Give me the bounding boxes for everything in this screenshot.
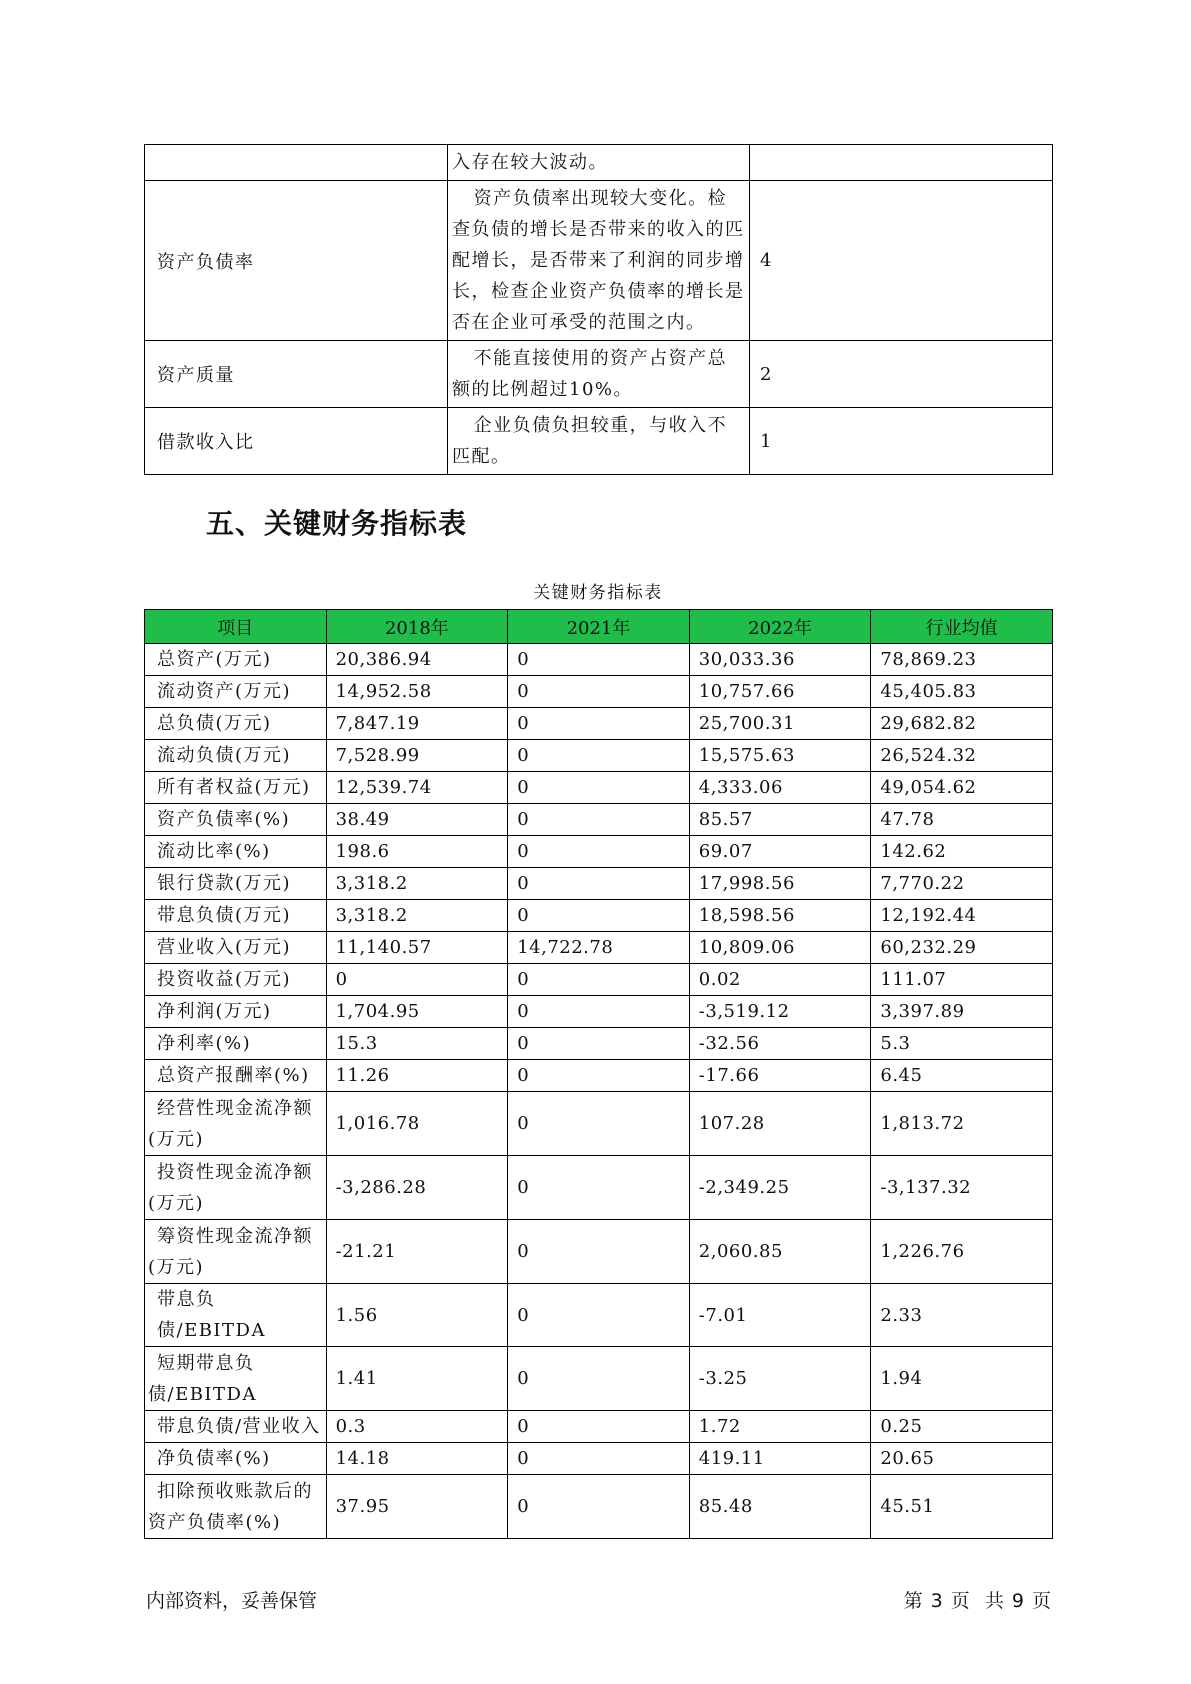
table-row bbox=[145, 1411, 1053, 1443]
table-row bbox=[145, 836, 1053, 868]
indicator-label-cell: 总负债(万元) bbox=[145, 708, 327, 740]
indicator-value-cell: 0 bbox=[508, 1060, 690, 1092]
indicator-value-cell: 49,054.62 bbox=[871, 772, 1053, 804]
column-header: 行业均值 bbox=[871, 610, 1053, 644]
table-row bbox=[145, 868, 1053, 900]
table-row bbox=[145, 1443, 1053, 1475]
indicator-value-cell: 17,998.56 bbox=[689, 868, 871, 900]
indicator-value-cell: 1,704.95 bbox=[326, 996, 508, 1028]
indicator-value-cell: 20,386.94 bbox=[326, 644, 508, 676]
indicator-value-cell: 7,528.99 bbox=[326, 740, 508, 772]
indicator-label-cell: 流动比率(%) bbox=[145, 836, 327, 868]
footer-confidential-note: 内部资料，妥善保管 bbox=[146, 1590, 318, 1612]
table-row bbox=[145, 1284, 1053, 1347]
indicator-value-cell: 26,524.32 bbox=[871, 740, 1053, 772]
indicator-value-cell: 14.18 bbox=[326, 1443, 508, 1475]
indicator-value-cell: 78,869.23 bbox=[871, 644, 1053, 676]
indicator-value-cell: 45.51 bbox=[871, 1475, 1053, 1539]
indicator-value-cell: 7,770.22 bbox=[871, 868, 1053, 900]
table-row bbox=[145, 181, 1053, 341]
table-row bbox=[145, 740, 1053, 772]
indicator-value-cell: 0 bbox=[508, 900, 690, 932]
table-row bbox=[145, 1475, 1053, 1539]
indicator-label-cell: 带息负债/EBITDA bbox=[145, 1284, 327, 1347]
indicator-value-cell: 0.3 bbox=[326, 1411, 508, 1443]
indicator-label-cell: 筹资性现金流净额(万元) bbox=[145, 1220, 327, 1284]
indicator-value-cell: 0 bbox=[326, 964, 508, 996]
indicator-value-cell: 45,405.83 bbox=[871, 676, 1053, 708]
table-row bbox=[145, 804, 1053, 836]
risk-name-cell: 资产质量 bbox=[145, 341, 448, 408]
financial-table-body bbox=[145, 644, 1053, 1539]
table-row bbox=[145, 145, 1053, 181]
indicator-value-cell: 0 bbox=[508, 1411, 690, 1443]
indicator-value-cell: 0 bbox=[508, 1092, 690, 1156]
risk-name-cell bbox=[145, 145, 448, 181]
indicator-value-cell: 111.07 bbox=[871, 964, 1053, 996]
indicator-value-cell: 1.41 bbox=[326, 1347, 508, 1411]
indicator-label-cell: 总资产报酬率(%) bbox=[145, 1060, 327, 1092]
indicator-value-cell: 1,226.76 bbox=[871, 1220, 1053, 1284]
indicator-value-cell: 85.57 bbox=[689, 804, 871, 836]
indicator-value-cell: 7,847.19 bbox=[326, 708, 508, 740]
indicator-value-cell: -3,137.32 bbox=[871, 1156, 1053, 1220]
indicator-value-cell: 4,333.06 bbox=[689, 772, 871, 804]
indicator-value-cell: 1,016.78 bbox=[326, 1092, 508, 1156]
risk-name-cell: 借款收入比 bbox=[145, 408, 448, 475]
indicator-value-cell: 0 bbox=[508, 868, 690, 900]
risk-desc-cell: 企业负债负担较重，与收入不匹配。 bbox=[448, 408, 750, 475]
indicator-label-cell: 净利率(%) bbox=[145, 1028, 327, 1060]
indicator-value-cell: 25,700.31 bbox=[689, 708, 871, 740]
indicator-value-cell: 15.3 bbox=[326, 1028, 508, 1060]
indicator-label-cell: 带息负债(万元) bbox=[145, 900, 327, 932]
indicator-value-cell: 142.62 bbox=[871, 836, 1053, 868]
indicator-value-cell: -32.56 bbox=[689, 1028, 871, 1060]
indicator-value-cell: -3.25 bbox=[689, 1347, 871, 1411]
indicator-value-cell: 5.3 bbox=[871, 1028, 1053, 1060]
indicator-value-cell: 0 bbox=[508, 772, 690, 804]
table-row bbox=[145, 708, 1053, 740]
indicator-label-cell: 净利润(万元) bbox=[145, 996, 327, 1028]
indicator-label-cell: 流动资产(万元) bbox=[145, 676, 327, 708]
indicator-value-cell: 0 bbox=[508, 804, 690, 836]
table-row bbox=[145, 964, 1053, 996]
table-row bbox=[145, 1028, 1053, 1060]
column-header: 2018年 bbox=[326, 610, 508, 644]
indicator-value-cell: 6.45 bbox=[871, 1060, 1053, 1092]
indicator-label-cell: 所有者权益(万元) bbox=[145, 772, 327, 804]
table-row bbox=[145, 676, 1053, 708]
column-header: 项目 bbox=[145, 610, 327, 644]
indicator-value-cell: 18,598.56 bbox=[689, 900, 871, 932]
indicator-label-cell: 营业收入(万元) bbox=[145, 932, 327, 964]
indicator-value-cell: 37.95 bbox=[326, 1475, 508, 1539]
indicator-value-cell: 0 bbox=[508, 740, 690, 772]
column-header: 2021年 bbox=[508, 610, 690, 644]
indicator-value-cell: 0 bbox=[508, 676, 690, 708]
indicator-value-cell: 198.6 bbox=[326, 836, 508, 868]
indicator-value-cell: 12,192.44 bbox=[871, 900, 1053, 932]
indicator-value-cell: 20.65 bbox=[871, 1443, 1053, 1475]
risk-desc-cell: 入存在较大波动。 bbox=[448, 145, 750, 181]
indicator-label-cell: 投资性现金流净额(万元) bbox=[145, 1156, 327, 1220]
indicator-label-cell: 经营性现金流净额(万元) bbox=[145, 1092, 327, 1156]
risk-score-cell bbox=[750, 145, 1053, 181]
indicator-label-cell: 投资收益(万元) bbox=[145, 964, 327, 996]
indicator-value-cell: 0 bbox=[508, 1347, 690, 1411]
indicator-value-cell: 1.56 bbox=[326, 1284, 508, 1347]
indicator-value-cell: 3,397.89 bbox=[871, 996, 1053, 1028]
indicator-value-cell: -2,349.25 bbox=[689, 1156, 871, 1220]
table-row bbox=[145, 772, 1053, 804]
indicator-value-cell: 0.02 bbox=[689, 964, 871, 996]
indicator-value-cell: 2.33 bbox=[871, 1284, 1053, 1347]
indicator-value-cell: 11,140.57 bbox=[326, 932, 508, 964]
table-row bbox=[145, 996, 1053, 1028]
table-row bbox=[145, 1156, 1053, 1220]
indicator-label-cell: 资产负债率(%) bbox=[145, 804, 327, 836]
indicator-value-cell: 107.28 bbox=[689, 1092, 871, 1156]
indicator-value-cell: 0 bbox=[508, 964, 690, 996]
indicator-value-cell: 3,318.2 bbox=[326, 868, 508, 900]
risk-desc-cell: 不能直接使用的资产占资产总额的比例超过10%。 bbox=[448, 341, 750, 408]
indicator-value-cell: -3,519.12 bbox=[689, 996, 871, 1028]
indicator-value-cell: 0 bbox=[508, 644, 690, 676]
indicator-value-cell: 0 bbox=[508, 1028, 690, 1060]
indicator-label-cell: 扣除预收账款后的资产负债率(%) bbox=[145, 1475, 327, 1539]
indicator-label-cell: 净负债率(%) bbox=[145, 1443, 327, 1475]
indicator-label-cell: 流动负债(万元) bbox=[145, 740, 327, 772]
indicator-value-cell: -17.66 bbox=[689, 1060, 871, 1092]
table-row bbox=[145, 1092, 1053, 1156]
risk-score-cell: 2 bbox=[750, 341, 1053, 408]
indicator-value-cell: 14,722.78 bbox=[508, 932, 690, 964]
table-row bbox=[145, 932, 1053, 964]
section-heading: 五、关键财务指标表 bbox=[206, 507, 468, 540]
table-row bbox=[145, 1347, 1053, 1411]
indicator-value-cell: 0 bbox=[508, 1443, 690, 1475]
indicator-value-cell: 1.72 bbox=[689, 1411, 871, 1443]
indicator-value-cell: -3,286.28 bbox=[326, 1156, 508, 1220]
indicator-value-cell: 3,318.2 bbox=[326, 900, 508, 932]
indicator-value-cell: 0 bbox=[508, 1220, 690, 1284]
indicator-value-cell: -7.01 bbox=[689, 1284, 871, 1347]
table-row bbox=[145, 341, 1053, 408]
risk-name-cell: 资产负债率 bbox=[145, 181, 448, 341]
indicator-label-cell: 短期带息负债/EBITDA bbox=[145, 1347, 327, 1411]
indicator-value-cell: -21.21 bbox=[326, 1220, 508, 1284]
table-row bbox=[145, 900, 1053, 932]
table-row bbox=[145, 408, 1053, 475]
table-row bbox=[145, 1220, 1053, 1284]
indicator-value-cell: 60,232.29 bbox=[871, 932, 1053, 964]
indicator-value-cell: 12,539.74 bbox=[326, 772, 508, 804]
indicator-value-cell: 10,809.06 bbox=[689, 932, 871, 964]
column-header: 2022年 bbox=[689, 610, 871, 644]
table-row bbox=[145, 644, 1053, 676]
table-caption: 关键财务指标表 bbox=[533, 583, 663, 603]
financial-indicator-table bbox=[144, 609, 1053, 1539]
indicator-value-cell: 0.25 bbox=[871, 1411, 1053, 1443]
indicator-value-cell: 0 bbox=[508, 1475, 690, 1539]
indicator-value-cell: 47.78 bbox=[871, 804, 1053, 836]
indicator-value-cell: 10,757.66 bbox=[689, 676, 871, 708]
indicator-value-cell: 69.07 bbox=[689, 836, 871, 868]
indicator-value-cell: 419.11 bbox=[689, 1443, 871, 1475]
risk-score-cell: 4 bbox=[750, 181, 1053, 341]
indicator-value-cell: 0 bbox=[508, 836, 690, 868]
indicator-value-cell: 0 bbox=[508, 1284, 690, 1347]
indicator-value-cell: 14,952.58 bbox=[326, 676, 508, 708]
risk-indicator-table bbox=[144, 144, 1053, 475]
indicator-label-cell: 带息负债/营业收入 bbox=[145, 1411, 327, 1443]
indicator-value-cell: 30,033.36 bbox=[689, 644, 871, 676]
indicator-value-cell: 1,813.72 bbox=[871, 1092, 1053, 1156]
indicator-value-cell: 11.26 bbox=[326, 1060, 508, 1092]
indicator-label-cell: 银行贷款(万元) bbox=[145, 868, 327, 900]
table-header-row bbox=[145, 610, 1053, 644]
indicator-value-cell: 2,060.85 bbox=[689, 1220, 871, 1284]
risk-score-cell: 1 bbox=[750, 408, 1053, 475]
indicator-value-cell: 15,575.63 bbox=[689, 740, 871, 772]
indicator-label-cell: 总资产(万元) bbox=[145, 644, 327, 676]
table-row bbox=[145, 1060, 1053, 1092]
indicator-value-cell: 0 bbox=[508, 708, 690, 740]
indicator-value-cell: 29,682.82 bbox=[871, 708, 1053, 740]
risk-desc-cell: 资产负债率出现较大变化。检查负债的增长是否带来的收入的匹配增长，是否带来了利润的同步增长，检查企业资产负债率的增长是否在企业可承受的范围之内。 bbox=[448, 181, 750, 341]
page-number: 第 3 页 共 9 页 bbox=[903, 1590, 1052, 1612]
indicator-value-cell: 0 bbox=[508, 1156, 690, 1220]
indicator-value-cell: 1.94 bbox=[871, 1347, 1053, 1411]
indicator-value-cell: 0 bbox=[508, 996, 690, 1028]
indicator-value-cell: 85.48 bbox=[689, 1475, 871, 1539]
indicator-value-cell: 38.49 bbox=[326, 804, 508, 836]
